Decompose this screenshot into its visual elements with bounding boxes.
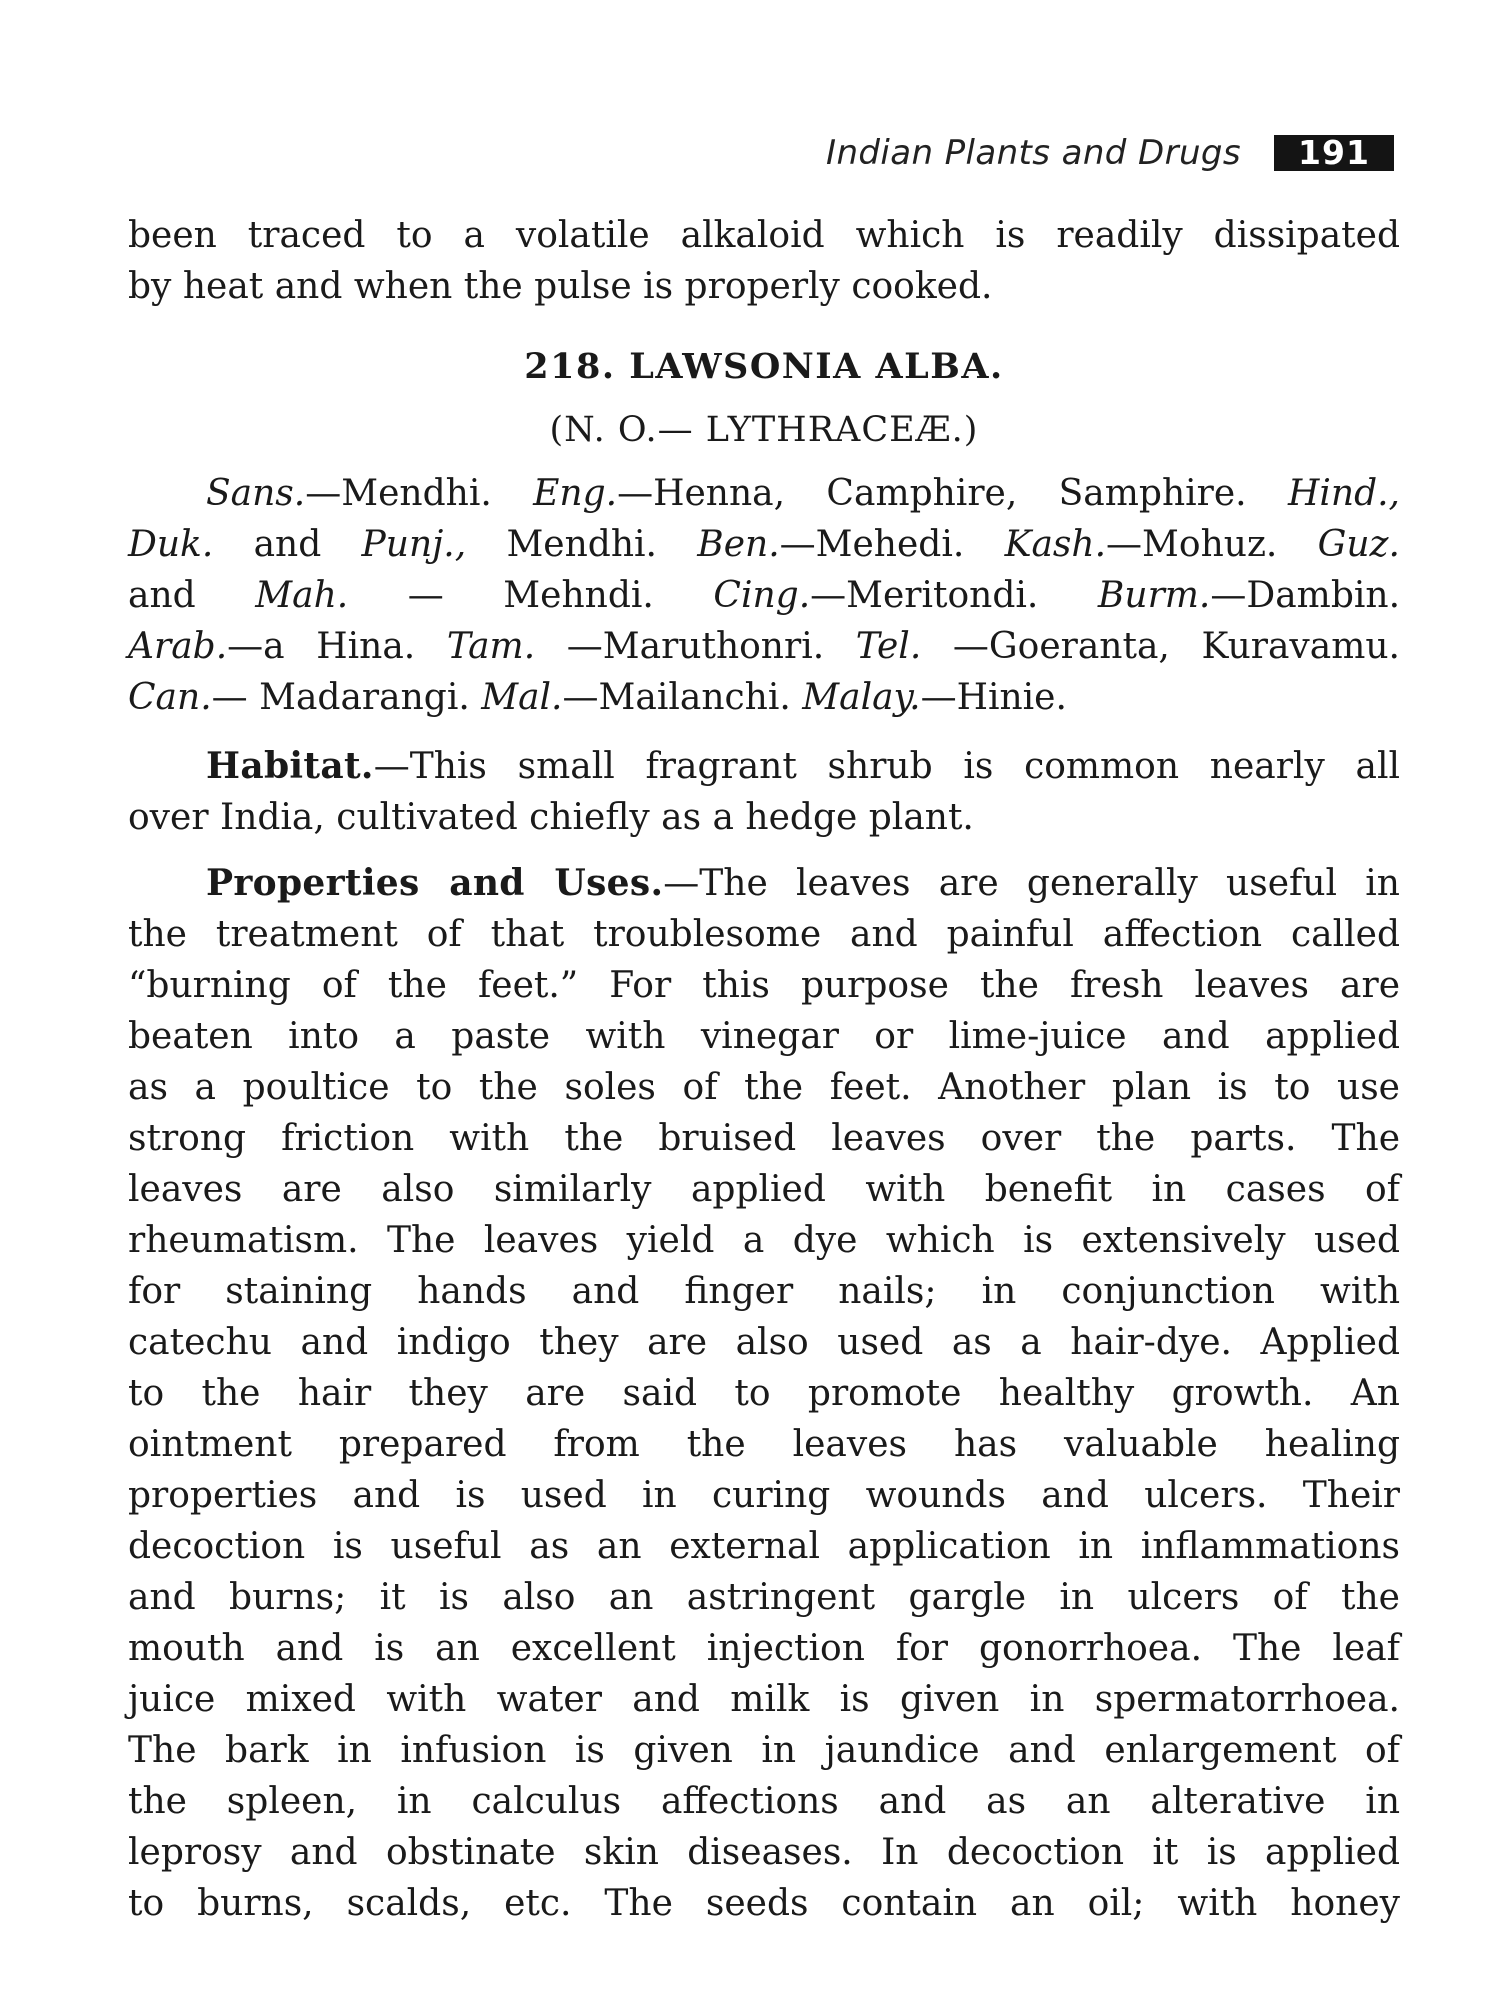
text-run: —Mehedi.: [779, 524, 1005, 565]
text-line: [128, 1725, 1400, 1776]
text-line: [128, 1062, 1400, 1113]
text-run: strong friction with the bruised leaves over the parts. The: [128, 1118, 1400, 1159]
text-line: [128, 210, 1400, 261]
text-run: leaves are also similarly applied with benefit in cases of: [128, 1169, 1400, 1210]
text-run: “burning of the feet.” For this purpose the fresh leaves are: [128, 965, 1400, 1006]
text-line: [128, 1113, 1400, 1164]
properties-and-uses-paragraph: [128, 858, 1400, 1929]
text-line: [128, 621, 1400, 672]
text-line: [128, 792, 1400, 843]
text-run: The bark in infusion is given in jaundice and enlargement of: [128, 1730, 1400, 1771]
text-run: —Henna, Camphire, Samphire.: [617, 473, 1288, 514]
text-run: and: [213, 524, 362, 565]
text-run: —Mohuz.: [1106, 524, 1318, 565]
text-run: the treatment of that troublesome and painful affection called: [128, 914, 1400, 955]
text-line: [128, 1215, 1400, 1266]
text-line: [128, 1623, 1400, 1674]
text-line: [128, 1674, 1400, 1725]
text-run: the spleen, in calculus affections and as an alterative in: [128, 1781, 1400, 1822]
language-abbreviation: Tel.: [855, 626, 922, 667]
text-run: —This small fragrant shrub is common nearly all: [373, 746, 1400, 787]
text-line: [128, 261, 1400, 312]
text-run: catechu and indigo they are also used as a hair-dye. Applied: [128, 1322, 1400, 1363]
text-line: [128, 1011, 1400, 1062]
text-run: to the hair they are said to promote healthy growth. An: [128, 1373, 1400, 1414]
text-line: [128, 570, 1400, 621]
text-run: been traced to a volatile alkaloid which is readily dissipated: [128, 215, 1400, 256]
running-title: Indian Plants and Drugs: [826, 133, 1241, 173]
text-run: ointment prepared from the leaves has valuable healing: [128, 1424, 1400, 1465]
text-run: —Mendhi.: [305, 473, 534, 514]
text-line: [128, 1266, 1400, 1317]
continued-paragraph: [128, 210, 1400, 312]
text-line: [128, 1572, 1400, 1623]
text-run: decoction is useful as an external application in inflammations: [128, 1526, 1400, 1567]
text-run: —Mailanchi.: [562, 677, 803, 718]
text-run: properties and is used in curing wounds and ulcers. Their: [128, 1475, 1400, 1516]
text-run: —Goeranta, Kuravamu.: [921, 626, 1400, 667]
text-run: and burns; it is also an astringent gargle in ulcers of the: [128, 1577, 1400, 1618]
language-abbreviation: Hind.,: [1287, 473, 1400, 514]
page-number: 191: [1274, 135, 1394, 171]
text-run: beaten into a paste with vinegar or lime-juice and applied: [128, 1016, 1400, 1057]
text-run: over India, cultivated chiefly as a hedge plant.: [128, 797, 974, 838]
text-run: and: [128, 575, 256, 616]
text-line: [128, 1878, 1400, 1929]
text-line: [128, 1827, 1400, 1878]
language-abbreviation: Ben.: [697, 524, 780, 565]
text-block: [128, 210, 1400, 1929]
language-abbreviation: Mal.: [481, 677, 563, 718]
text-line: [128, 1470, 1400, 1521]
text-line: [128, 468, 1400, 519]
text-line: [128, 1317, 1400, 1368]
text-run: for staining hands and finger nails; in conjunction with: [128, 1271, 1400, 1312]
text-run: — Mehndi.: [348, 575, 714, 616]
text-line: [128, 1776, 1400, 1827]
text-run: juice mixed with water and milk is given in spermatorrhoea.: [128, 1679, 1400, 1720]
text-line: [128, 1164, 1400, 1215]
text-run: by heat and when the pulse is properly cooked.: [128, 266, 993, 307]
run-in-heading: Properties and Uses.: [206, 862, 664, 904]
language-abbreviation: Arab.: [128, 626, 228, 667]
vernacular-names-paragraph: [128, 468, 1400, 723]
text-line: [128, 960, 1400, 1011]
text-line: [128, 519, 1400, 570]
language-abbreviation: Sans.: [206, 473, 306, 514]
language-abbreviation: Mah.: [255, 575, 349, 616]
text-line: [128, 1419, 1400, 1470]
text-run: rheumatism. The leaves yield a dye which is extensively used: [128, 1220, 1400, 1261]
text-run: —Hinie.: [920, 677, 1067, 718]
run-in-heading: Habitat.: [206, 745, 374, 787]
habitat-paragraph: [128, 741, 1400, 843]
text-line: [128, 672, 1400, 723]
text-line: [128, 909, 1400, 960]
language-abbreviation: Guz.: [1317, 524, 1400, 565]
text-run: —Dambin.: [1210, 575, 1401, 616]
language-abbreviation: Duk.: [128, 524, 214, 565]
text-run: leprosy and obstinate skin diseases. In decoction it is applied: [128, 1832, 1400, 1873]
text-run: —Maruthonri.: [535, 626, 856, 667]
text-run: —The leaves are generally useful in: [663, 863, 1400, 904]
language-abbreviation: Can.: [128, 677, 212, 718]
entry-heading: 218. LAWSONIA ALBA.: [524, 346, 1004, 387]
language-abbreviation: Punj.,: [361, 524, 467, 565]
text-run: —a Hina.: [227, 626, 447, 667]
language-abbreviation: Eng.: [533, 473, 618, 514]
text-run: as a poultice to the soles of the feet. Another plan is to use: [128, 1067, 1400, 1108]
text-line: [128, 741, 1400, 792]
text-line: [128, 1368, 1400, 1419]
text-run: Mendhi.: [466, 524, 698, 565]
language-abbreviation: Tam.: [446, 626, 536, 667]
text-run: — Madarangi.: [211, 677, 482, 718]
language-abbreviation: Burm.: [1097, 575, 1211, 616]
running-head: [826, 135, 1394, 171]
text-run: —Meritondi.: [810, 575, 1098, 616]
language-abbreviation: Malay.: [802, 677, 921, 718]
natural-order: (N. O.— LYTHRACEÆ.): [549, 410, 979, 450]
text-run: to burns, scalds, etc. The seeds contain an oil; with honey: [128, 1883, 1400, 1924]
text-line: [128, 858, 1400, 909]
language-abbreviation: Kash.: [1004, 524, 1107, 565]
text-line: [128, 1521, 1400, 1572]
language-abbreviation: Cing.: [713, 575, 811, 616]
text-run: mouth and is an excellent injection for gonorrhoea. The leaf: [128, 1628, 1400, 1669]
